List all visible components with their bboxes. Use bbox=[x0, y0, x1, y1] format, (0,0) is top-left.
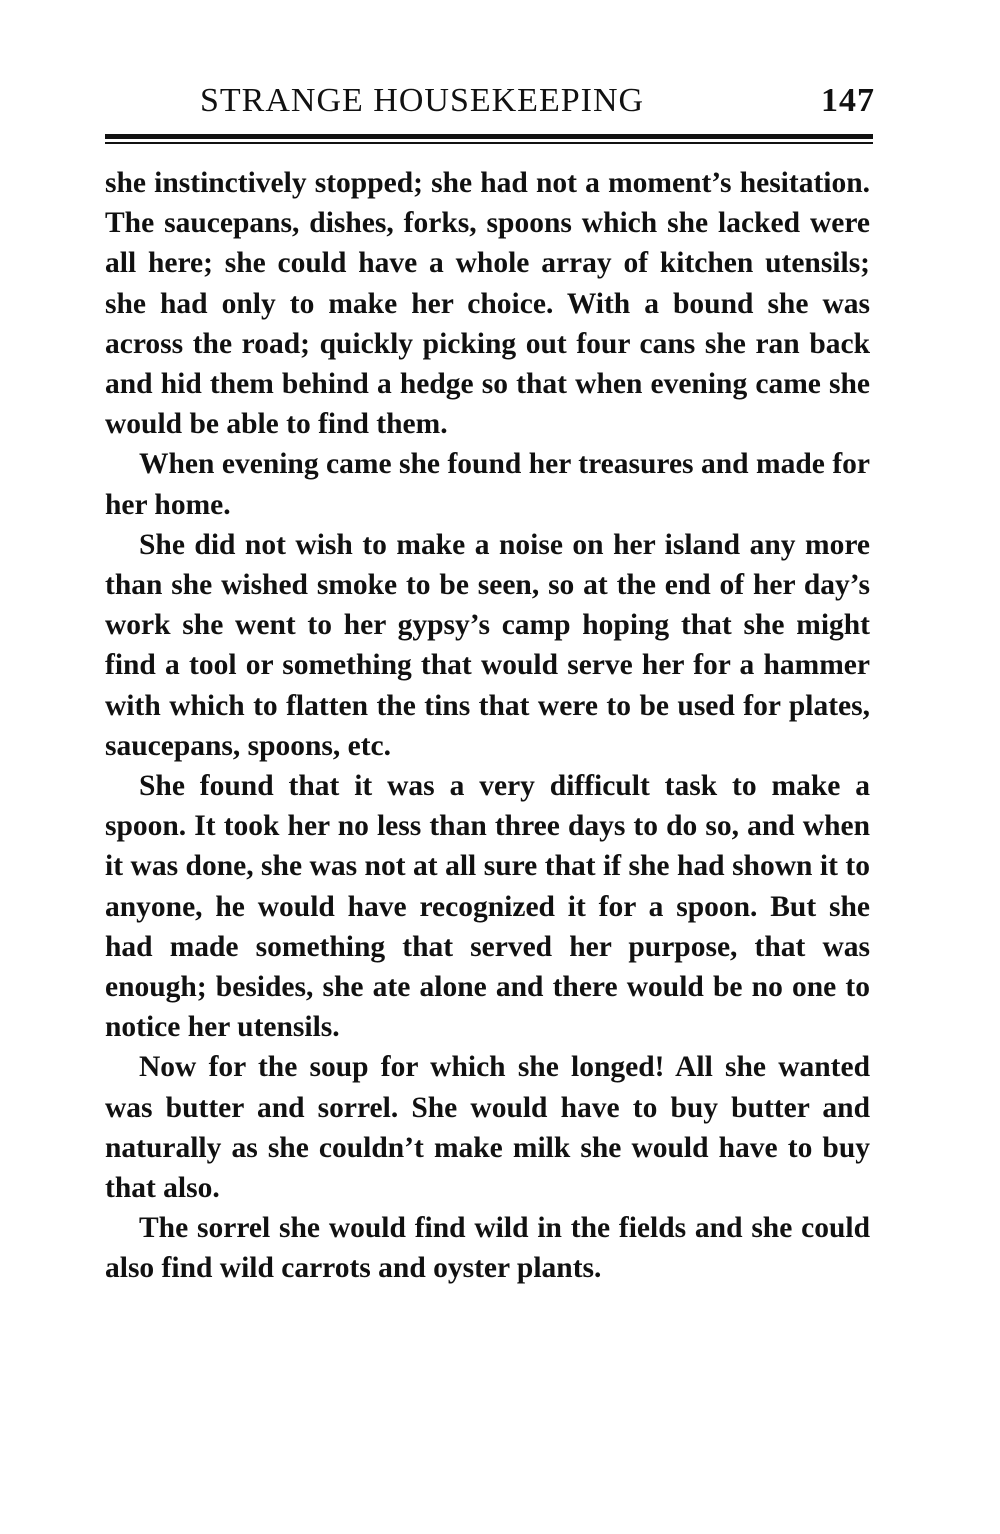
page-number: 147 bbox=[821, 82, 875, 119]
paragraph-5: Now for the soup for which she longed! All she wanted was butter and sorrel. She would have to buy butter and naturally as she couldn’t make milk she would have to buy that also. bbox=[105, 1051, 870, 1205]
paragraph-6: The sorrel she would find wild in the fields and she could also find wild carrots and oyster plants. bbox=[105, 1212, 870, 1285]
paragraph-3: She did not wish to make a noise on her island any more than she wished smoke to be seen, so at the end of her day’s work she went to her gypsy’s camp hoping that she might find a tool or something that would serve her for a hammer with which to flatten the tins that were to be used for plates, saucepans, spoons, etc. bbox=[105, 528, 870, 762]
paragraph-2: When evening came she found her treasures and made for her home. bbox=[105, 448, 870, 521]
paragraph-1: she instinctively stopped; she had not a moment’s hesitation. The saucepans, dishes, forks, spoons which she lacked were all here; she could have a whole array of kitchen utensils; she had only to make her choice. With a bound she was across the road; quickly picking out four cans she ran back and hid them behind a hedge so that when evening came she would be able to find them. bbox=[105, 167, 870, 441]
header-rule-thick bbox=[105, 134, 873, 139]
header-rule-thin bbox=[105, 142, 873, 144]
running-head-title: STRANGE HOUSEKEEPING bbox=[200, 82, 645, 119]
paragraph-4: She found that it was a very difficult task to make a spoon. It took her no less than three days to do so, and when it was done, she was not at all sure that if she had shown it to anyone, he would have recognized it for a spoon. But she had made something that served her purpose, that was enough; besides, she ate alone and there would be no one to notice her utensils. bbox=[105, 770, 870, 1044]
running-head bbox=[105, 82, 875, 126]
body-text bbox=[105, 163, 870, 1289]
